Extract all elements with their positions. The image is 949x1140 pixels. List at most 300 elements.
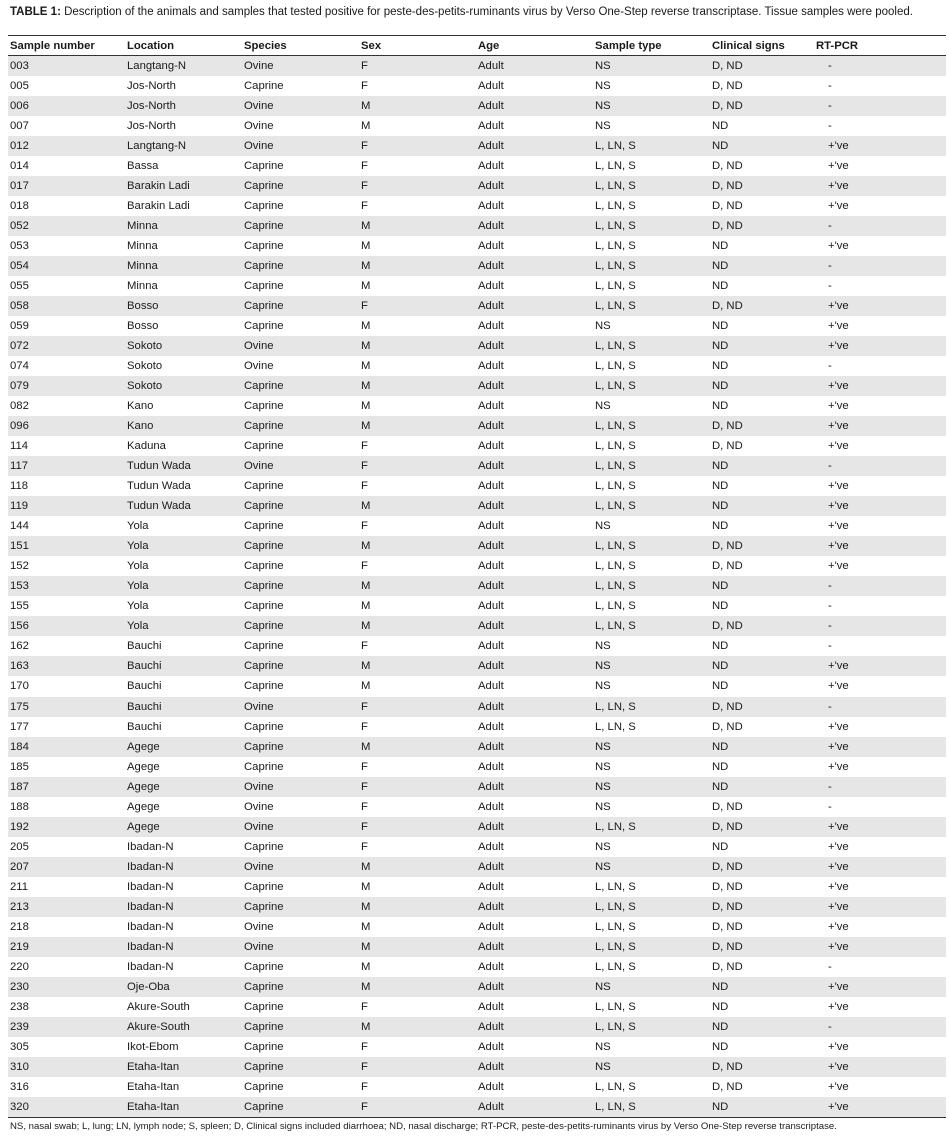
cell-location: Sokoto — [125, 356, 242, 376]
cell-sample-type: L, LN, S — [593, 156, 710, 176]
cell-sex: M — [359, 116, 476, 136]
cell-sex: F — [359, 456, 476, 476]
table-row — [8, 877, 946, 897]
cell-sex: F — [359, 56, 476, 77]
cell-sex: F — [359, 1057, 476, 1077]
table-row — [8, 456, 946, 476]
cell-sample-number: 054 — [8, 256, 125, 276]
cell-rt-pcr: - — [814, 456, 946, 476]
table-row — [8, 737, 946, 757]
cell-sex: M — [359, 857, 476, 877]
cell-sex: F — [359, 556, 476, 576]
cell-species: Caprine — [242, 997, 359, 1017]
cell-rt-pcr: +'ve — [814, 1057, 946, 1077]
cell-location: Ibadan-N — [125, 917, 242, 937]
cell-sample-number: 192 — [8, 817, 125, 837]
cell-species: Caprine — [242, 476, 359, 496]
cell-age: Adult — [476, 717, 593, 737]
cell-age: Adult — [476, 256, 593, 276]
cell-location: Yola — [125, 616, 242, 636]
cell-clinical-signs: D, ND — [710, 416, 814, 436]
cell-sample-type: L, LN, S — [593, 176, 710, 196]
cell-sex: M — [359, 576, 476, 596]
cell-sex: M — [359, 1017, 476, 1037]
cell-rt-pcr: - — [814, 797, 946, 817]
cell-clinical-signs: ND — [710, 636, 814, 656]
cell-sample-type: NS — [593, 516, 710, 536]
cell-age: Adult — [476, 1097, 593, 1118]
cell-sex: M — [359, 276, 476, 296]
cell-age: Adult — [476, 516, 593, 536]
cell-rt-pcr: - — [814, 356, 946, 376]
cell-location: Bosso — [125, 296, 242, 316]
cell-location: Jos-North — [125, 76, 242, 96]
cell-age: Adult — [476, 396, 593, 416]
cell-sample-type: L, LN, S — [593, 496, 710, 516]
cell-age: Adult — [476, 116, 593, 136]
cell-species: Caprine — [242, 717, 359, 737]
cell-rt-pcr: - — [814, 576, 946, 596]
cell-location: Yola — [125, 536, 242, 556]
cell-sex: F — [359, 516, 476, 536]
cell-sex: M — [359, 336, 476, 356]
cell-species: Ovine — [242, 697, 359, 717]
cell-sample-type: L, LN, S — [593, 817, 710, 837]
cell-age: Adult — [476, 136, 593, 156]
table-row — [8, 276, 946, 296]
cell-age: Adult — [476, 937, 593, 957]
cell-clinical-signs: D, ND — [710, 937, 814, 957]
cell-sample-type: L, LN, S — [593, 556, 710, 576]
cell-sample-number: 219 — [8, 937, 125, 957]
cell-species: Caprine — [242, 616, 359, 636]
table-row — [8, 136, 946, 156]
cell-species: Caprine — [242, 256, 359, 276]
table-row — [8, 576, 946, 596]
table-body — [8, 56, 946, 1118]
cell-location: Yola — [125, 576, 242, 596]
table-row — [8, 316, 946, 336]
cell-sex: M — [359, 376, 476, 396]
cell-age: Adult — [476, 877, 593, 897]
cell-rt-pcr: +'ve — [814, 136, 946, 156]
data-table-container — [8, 35, 946, 1118]
table-row — [8, 1017, 946, 1037]
cell-location: Kano — [125, 416, 242, 436]
cell-clinical-signs: ND — [710, 316, 814, 336]
cell-age: Adult — [476, 476, 593, 496]
cell-species: Ovine — [242, 96, 359, 116]
cell-location: Minna — [125, 256, 242, 276]
cell-species: Ovine — [242, 817, 359, 837]
cell-sample-number: 211 — [8, 877, 125, 897]
cell-sample-type: L, LN, S — [593, 917, 710, 937]
cell-sample-type: L, LN, S — [593, 296, 710, 316]
cell-sex: F — [359, 636, 476, 656]
cell-sample-type: NS — [593, 96, 710, 116]
cell-species: Ovine — [242, 777, 359, 797]
table-row — [8, 216, 946, 236]
header-sample-number: Sample number — [8, 36, 125, 56]
cell-clinical-signs: ND — [710, 737, 814, 757]
cell-species: Caprine — [242, 496, 359, 516]
cell-sample-number: 320 — [8, 1097, 125, 1118]
cell-clinical-signs: D, ND — [710, 56, 814, 77]
cell-location: Bauchi — [125, 636, 242, 656]
cell-rt-pcr: +'ve — [814, 416, 946, 436]
cell-sample-type: L, LN, S — [593, 456, 710, 476]
table-row — [8, 957, 946, 977]
cell-sex: M — [359, 917, 476, 937]
cell-rt-pcr: +'ve — [814, 316, 946, 336]
cell-clinical-signs: ND — [710, 656, 814, 676]
cell-location: Yola — [125, 596, 242, 616]
cell-age: Adult — [476, 837, 593, 857]
cell-age: Adult — [476, 96, 593, 116]
cell-rt-pcr: +'ve — [814, 937, 946, 957]
cell-sample-type: NS — [593, 76, 710, 96]
cell-location: Kano — [125, 396, 242, 416]
cell-age: Adult — [476, 1037, 593, 1057]
cell-rt-pcr: +'ve — [814, 156, 946, 176]
cell-clinical-signs: ND — [710, 276, 814, 296]
cell-sex: F — [359, 697, 476, 717]
cell-clinical-signs: ND — [710, 136, 814, 156]
cell-species: Caprine — [242, 1057, 359, 1077]
cell-age: Adult — [476, 496, 593, 516]
cell-age: Adult — [476, 676, 593, 696]
cell-location: Bauchi — [125, 697, 242, 717]
cell-sex: M — [359, 96, 476, 116]
cell-sex: F — [359, 817, 476, 837]
cell-sample-type: L, LN, S — [593, 136, 710, 156]
cell-sample-type: L, LN, S — [593, 376, 710, 396]
cell-sample-type: NS — [593, 857, 710, 877]
cell-species: Caprine — [242, 436, 359, 456]
table-row — [8, 777, 946, 797]
cell-sample-type: L, LN, S — [593, 997, 710, 1017]
cell-sample-type: NS — [593, 737, 710, 757]
cell-age: Adult — [476, 316, 593, 336]
cell-sample-type: NS — [593, 396, 710, 416]
cell-species: Caprine — [242, 556, 359, 576]
cell-sex: F — [359, 757, 476, 777]
cell-rt-pcr: - — [814, 216, 946, 236]
cell-species: Caprine — [242, 977, 359, 997]
cell-sample-number: 218 — [8, 917, 125, 937]
cell-age: Adult — [476, 1057, 593, 1077]
cell-clinical-signs: ND — [710, 777, 814, 797]
cell-sample-number: 119 — [8, 496, 125, 516]
cell-sample-number: 213 — [8, 897, 125, 917]
cell-location: Ibadan-N — [125, 937, 242, 957]
cell-species: Caprine — [242, 76, 359, 96]
table-row — [8, 937, 946, 957]
cell-rt-pcr: +'ve — [814, 757, 946, 777]
cell-rt-pcr: - — [814, 276, 946, 296]
cell-clinical-signs: D, ND — [710, 697, 814, 717]
cell-sample-type: L, LN, S — [593, 416, 710, 436]
cell-rt-pcr: +'ve — [814, 717, 946, 737]
cell-sample-type: NS — [593, 636, 710, 656]
cell-sample-type: L, LN, S — [593, 897, 710, 917]
cell-location: Ibadan-N — [125, 897, 242, 917]
cell-age: Adult — [476, 196, 593, 216]
cell-sample-type: L, LN, S — [593, 957, 710, 977]
cell-species: Caprine — [242, 737, 359, 757]
cell-species: Caprine — [242, 216, 359, 236]
cell-sample-type: L, LN, S — [593, 717, 710, 737]
cell-clinical-signs: ND — [710, 396, 814, 416]
cell-rt-pcr: +'ve — [814, 877, 946, 897]
cell-species: Ovine — [242, 937, 359, 957]
cell-sample-type: L, LN, S — [593, 256, 710, 276]
cell-clinical-signs: D, ND — [710, 857, 814, 877]
cell-location: Kaduna — [125, 436, 242, 456]
table-row — [8, 837, 946, 857]
cell-age: Adult — [476, 857, 593, 877]
cell-sample-number: 118 — [8, 476, 125, 496]
cell-rt-pcr: +'ve — [814, 857, 946, 877]
cell-rt-pcr: +'ve — [814, 897, 946, 917]
cell-sample-number: 162 — [8, 636, 125, 656]
cell-age: Adult — [476, 276, 593, 296]
cell-location: Bosso — [125, 316, 242, 336]
cell-location: Ibadan-N — [125, 957, 242, 977]
cell-species: Caprine — [242, 596, 359, 616]
cell-species: Caprine — [242, 877, 359, 897]
cell-rt-pcr: +'ve — [814, 236, 946, 256]
cell-sex: F — [359, 1097, 476, 1118]
table-row — [8, 336, 946, 356]
cell-sex: F — [359, 296, 476, 316]
cell-sample-number: 163 — [8, 656, 125, 676]
cell-age: Adult — [476, 416, 593, 436]
cell-rt-pcr: +'ve — [814, 436, 946, 456]
cell-sample-type: NS — [593, 676, 710, 696]
cell-rt-pcr: - — [814, 96, 946, 116]
cell-sample-number: 018 — [8, 196, 125, 216]
cell-species: Ovine — [242, 857, 359, 877]
cell-sex: M — [359, 596, 476, 616]
table-row — [8, 56, 946, 77]
cell-rt-pcr: +'ve — [814, 676, 946, 696]
cell-clinical-signs: ND — [710, 256, 814, 276]
cell-location: Akure-South — [125, 997, 242, 1017]
cell-sample-number: 239 — [8, 1017, 125, 1037]
table-row — [8, 977, 946, 997]
cell-sample-type: L, LN, S — [593, 596, 710, 616]
cell-clinical-signs: D, ND — [710, 1077, 814, 1097]
cell-clinical-signs: D, ND — [710, 917, 814, 937]
cell-sample-number: 305 — [8, 1037, 125, 1057]
cell-sample-type: NS — [593, 316, 710, 336]
cell-clinical-signs: D, ND — [710, 717, 814, 737]
cell-sample-type: L, LN, S — [593, 356, 710, 376]
cell-sex: M — [359, 656, 476, 676]
cell-location: Ikot-Ebom — [125, 1037, 242, 1057]
table-row — [8, 656, 946, 676]
table-row — [8, 1057, 946, 1077]
cell-sample-type: NS — [593, 1037, 710, 1057]
cell-sample-number: 153 — [8, 576, 125, 596]
cell-species: Caprine — [242, 897, 359, 917]
cell-location: Ibadan-N — [125, 877, 242, 897]
table-row — [8, 536, 946, 556]
table-row — [8, 436, 946, 456]
table-row — [8, 416, 946, 436]
cell-sex: M — [359, 356, 476, 376]
table-header — [8, 36, 946, 56]
cell-location: Tudun Wada — [125, 476, 242, 496]
cell-sex: M — [359, 216, 476, 236]
table-row — [8, 376, 946, 396]
cell-clinical-signs: ND — [710, 476, 814, 496]
table-row — [8, 857, 946, 877]
cell-sample-number: 072 — [8, 336, 125, 356]
cell-age: Adult — [476, 156, 593, 176]
cell-location: Barakin Ladi — [125, 196, 242, 216]
cell-location: Bauchi — [125, 656, 242, 676]
cell-clinical-signs: ND — [710, 1017, 814, 1037]
cell-age: Adult — [476, 556, 593, 576]
table-row — [8, 196, 946, 216]
table-row — [8, 476, 946, 496]
cell-sample-number: 175 — [8, 697, 125, 717]
cell-clinical-signs: D, ND — [710, 156, 814, 176]
table-row — [8, 797, 946, 817]
cell-rt-pcr: - — [814, 76, 946, 96]
cell-species: Caprine — [242, 676, 359, 696]
cell-location: Etaha-Itan — [125, 1057, 242, 1077]
cell-clinical-signs: ND — [710, 376, 814, 396]
cell-clinical-signs: ND — [710, 837, 814, 857]
cell-rt-pcr: +'ve — [814, 977, 946, 997]
cell-species: Caprine — [242, 156, 359, 176]
cell-sample-number: 184 — [8, 737, 125, 757]
cell-sample-type: NS — [593, 837, 710, 857]
cell-location: Bauchi — [125, 717, 242, 737]
cell-sample-type: L, LN, S — [593, 877, 710, 897]
cell-sample-type: L, LN, S — [593, 1077, 710, 1097]
cell-rt-pcr: +'ve — [814, 196, 946, 216]
cell-clinical-signs: D, ND — [710, 1057, 814, 1077]
cell-sample-number: 053 — [8, 236, 125, 256]
cell-sample-number: 117 — [8, 456, 125, 476]
cell-sample-number: 052 — [8, 216, 125, 236]
cell-sample-number: 310 — [8, 1057, 125, 1077]
cell-sex: M — [359, 236, 476, 256]
cell-clinical-signs: D, ND — [710, 176, 814, 196]
cell-species: Caprine — [242, 316, 359, 336]
table-row — [8, 76, 946, 96]
cell-sex: M — [359, 877, 476, 897]
cell-clinical-signs: ND — [710, 456, 814, 476]
cell-sample-type: NS — [593, 977, 710, 997]
cell-sample-number: 074 — [8, 356, 125, 376]
cell-sample-number: 055 — [8, 276, 125, 296]
cell-sex: F — [359, 436, 476, 456]
cell-location: Tudun Wada — [125, 456, 242, 476]
table-caption — [10, 6, 946, 18]
cell-rt-pcr: +'ve — [814, 917, 946, 937]
cell-clinical-signs: D, ND — [710, 96, 814, 116]
cell-clinical-signs: D, ND — [710, 616, 814, 636]
cell-location: Ibadan-N — [125, 857, 242, 877]
table-header-row — [8, 36, 946, 56]
cell-sex: F — [359, 196, 476, 216]
cell-age: Adult — [476, 997, 593, 1017]
cell-clinical-signs: D, ND — [710, 897, 814, 917]
cell-sex: M — [359, 737, 476, 757]
cell-sex: M — [359, 416, 476, 436]
cell-clinical-signs: ND — [710, 516, 814, 536]
cell-sample-type: NS — [593, 56, 710, 77]
cell-species: Ovine — [242, 797, 359, 817]
cell-sex: M — [359, 977, 476, 997]
cell-location: Agege — [125, 737, 242, 757]
cell-sample-number: 155 — [8, 596, 125, 616]
cell-location: Minna — [125, 276, 242, 296]
cell-sample-number: 082 — [8, 396, 125, 416]
cell-sample-number: 238 — [8, 997, 125, 1017]
cell-rt-pcr: +'ve — [814, 1097, 946, 1118]
cell-sample-number: 170 — [8, 676, 125, 696]
cell-species: Caprine — [242, 376, 359, 396]
table-caption-label: TABLE 1: — [10, 6, 61, 18]
cell-location: Etaha-Itan — [125, 1097, 242, 1118]
cell-sex: M — [359, 256, 476, 276]
cell-sex: M — [359, 676, 476, 696]
cell-age: Adult — [476, 76, 593, 96]
cell-age: Adult — [476, 376, 593, 396]
cell-clinical-signs: ND — [710, 236, 814, 256]
cell-clinical-signs: ND — [710, 977, 814, 997]
cell-clinical-signs: D, ND — [710, 957, 814, 977]
cell-sample-number: 144 — [8, 516, 125, 536]
cell-age: Adult — [476, 176, 593, 196]
cell-sample-number: 187 — [8, 777, 125, 797]
cell-clinical-signs: ND — [710, 116, 814, 136]
table-row — [8, 516, 946, 536]
cell-sample-type: NS — [593, 757, 710, 777]
table-row — [8, 897, 946, 917]
table-caption-text: Description of the animals and samples that tested positive for peste-des-petits-ruminants virus by Verso One-Step reverse transcriptase. Tissue samples were pooled. — [60, 6, 913, 18]
table-footnote: NS, nasal swab; L, lung; LN, lymph node; S, spleen; D, Clinical signs included diarrhoea; ND, nasal discharge; RT-PCR, peste-des-petits-ruminants virus by Verso One-Step reverse transcriptase. — [10, 1121, 837, 1132]
table-row — [8, 757, 946, 777]
cell-location: Agege — [125, 757, 242, 777]
cell-rt-pcr: +'ve — [814, 496, 946, 516]
cell-sample-type: NS — [593, 777, 710, 797]
cell-species: Ovine — [242, 116, 359, 136]
cell-sample-number: 188 — [8, 797, 125, 817]
cell-location: Etaha-Itan — [125, 1077, 242, 1097]
cell-sex: F — [359, 156, 476, 176]
table-row — [8, 496, 946, 516]
cell-species: Caprine — [242, 176, 359, 196]
cell-location: Minna — [125, 236, 242, 256]
cell-age: Adult — [476, 236, 593, 256]
cell-age: Adult — [476, 737, 593, 757]
cell-sample-number: 205 — [8, 837, 125, 857]
data-table — [8, 35, 946, 1118]
cell-location: Sokoto — [125, 376, 242, 396]
cell-age: Adult — [476, 576, 593, 596]
cell-age: Adult — [476, 456, 593, 476]
cell-sample-number: 185 — [8, 757, 125, 777]
cell-sample-number: 079 — [8, 376, 125, 396]
cell-age: Adult — [476, 977, 593, 997]
